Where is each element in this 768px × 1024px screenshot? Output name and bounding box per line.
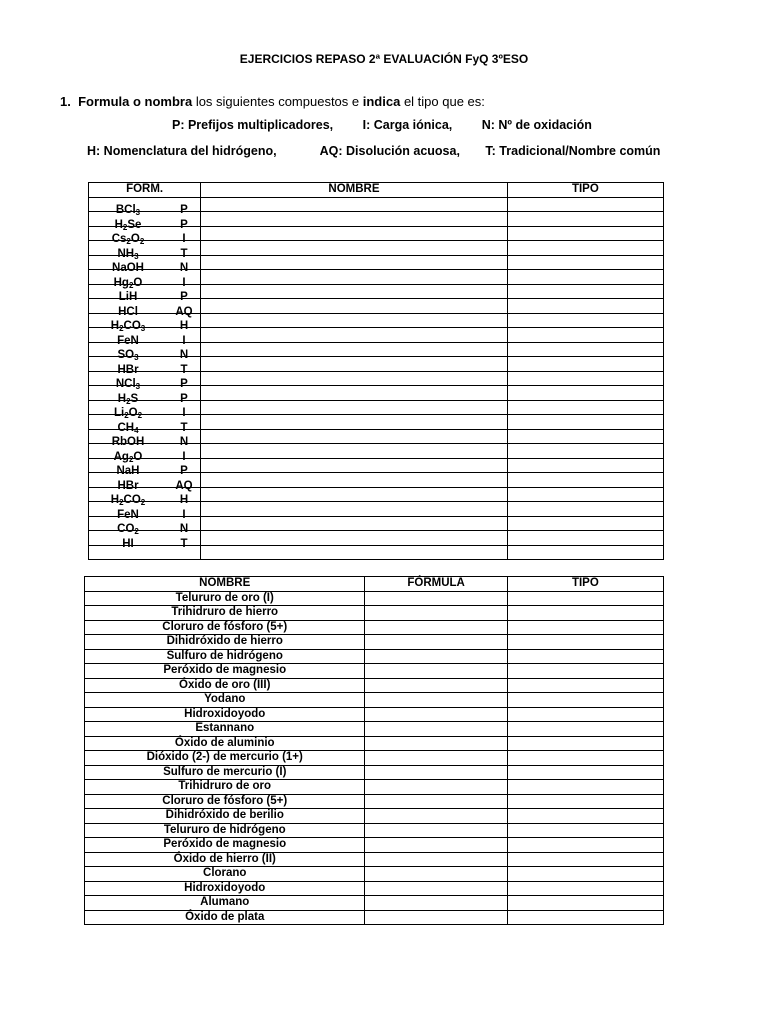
table-row [89, 226, 664, 241]
tipo-answer-cell[interactable] [507, 531, 663, 546]
formula-text: FeN [117, 334, 139, 347]
compound-name: Yodano [85, 693, 365, 708]
table-row [89, 328, 664, 343]
type-key: I [182, 334, 186, 347]
type-key: P [180, 465, 188, 478]
table-row [89, 516, 664, 531]
formula-answer-cell[interactable] [365, 881, 507, 896]
formula-answer-cell[interactable] [365, 635, 507, 650]
table-row [85, 838, 664, 853]
formula-cell [89, 328, 201, 347]
tipo-answer-cell[interactable] [507, 545, 663, 560]
type-key: AQ [175, 305, 193, 318]
formula-text: $Hg_2O$ [113, 276, 143, 290]
table-header-row [85, 577, 664, 592]
nombre-answer-cell[interactable] [201, 502, 508, 517]
formula-text: BCl$_3$ [115, 204, 141, 218]
table-row [85, 910, 664, 925]
table-row [85, 765, 664, 780]
tipo-answer-cell[interactable] [507, 649, 663, 664]
type-key: I [182, 407, 186, 420]
type-key: P [180, 218, 188, 231]
table-row [85, 809, 664, 824]
nombre-answer-cell[interactable] [201, 371, 508, 386]
legend-disolucion-acuosa: AQ: Disolución acuosa, [319, 144, 460, 158]
table-row [89, 400, 664, 415]
compound-name: Telururo de oro (I) [85, 591, 365, 606]
tipo-answer-cell[interactable] [507, 400, 663, 415]
tipo-answer-cell[interactable] [507, 197, 663, 212]
question-text-2: el tipo que es: [400, 94, 485, 109]
formula-answer-cell[interactable] [365, 809, 507, 824]
tipo-answer-cell[interactable] [507, 678, 663, 693]
type-key: T [180, 421, 188, 434]
formula-text: LiH [118, 291, 138, 304]
tipo-answer-cell[interactable] [507, 591, 663, 606]
formula-cell [89, 255, 201, 275]
nombre-answer-cell[interactable] [201, 458, 508, 473]
table-row [89, 241, 664, 256]
formula-text: $Ag_2O$ [113, 450, 143, 464]
formula-text: $H_2S$ [117, 392, 139, 406]
nombre-answer-cell[interactable] [201, 516, 508, 531]
nombre-answer-cell[interactable] [201, 299, 508, 314]
tipo-answer-cell[interactable] [507, 386, 663, 401]
formula-text: HBr [117, 479, 139, 492]
legend-line-2 [87, 144, 660, 158]
compound-name: Peróxido de magnesio [85, 664, 365, 679]
nombre-answer-cell[interactable] [201, 429, 508, 444]
compound-name: Peróxido de magnesio [85, 838, 365, 853]
formula-text: RbOH [111, 436, 145, 449]
table-row [89, 429, 664, 444]
table-row [89, 299, 664, 314]
formula-answer-cell[interactable] [365, 794, 507, 809]
formula-text: FeN [117, 508, 139, 521]
formula-cell [89, 197, 201, 218]
formula-text: $Cs_2O_2$ [111, 233, 145, 247]
tipo-answer-cell[interactable] [507, 881, 663, 896]
compound-name: Telururo de hidrógeno [85, 823, 365, 838]
tipo-answer-cell[interactable] [507, 270, 663, 285]
type-key: I [182, 450, 186, 463]
formula-text: HCl [118, 305, 138, 318]
compound-name: Óxido de oro (III) [85, 678, 365, 693]
compound-name: Óxido de aluminio [85, 736, 365, 751]
table-row [85, 722, 664, 737]
nombre-answer-cell[interactable] [201, 400, 508, 415]
tipo-answer-cell[interactable] [507, 794, 663, 809]
nombre-answer-cell[interactable] [201, 270, 508, 285]
formula-cell [89, 357, 201, 376]
formula-answer-cell[interactable] [365, 664, 507, 679]
formula-answer-cell[interactable] [365, 780, 507, 795]
tipo-answer-cell[interactable] [507, 371, 663, 386]
nombre-answer-cell[interactable] [201, 212, 508, 227]
legend-tradicional: T: Tradicional/Nombre común [485, 144, 661, 158]
nombre-answer-cell[interactable] [201, 313, 508, 328]
formula-answer-cell[interactable] [365, 693, 507, 708]
header-formula: FÓRMULA [365, 577, 507, 592]
formula-cell [89, 226, 201, 247]
table-row [85, 751, 664, 766]
tipo-answer-cell[interactable] [507, 241, 663, 256]
tipo-answer-cell[interactable] [507, 342, 663, 357]
tipo-answer-cell[interactable] [507, 722, 663, 737]
legend-line-1 [172, 118, 618, 132]
table-row [85, 794, 664, 809]
formula-answer-cell[interactable] [365, 620, 507, 635]
table-row [85, 620, 664, 635]
table-row [89, 342, 664, 357]
type-key: P [180, 204, 188, 217]
formula-answer-cell[interactable] [365, 736, 507, 751]
formula-answer-cell[interactable] [365, 838, 507, 853]
table-row [85, 881, 664, 896]
formula-cell [89, 371, 201, 392]
formula-cell [89, 516, 201, 537]
formula-cell [89, 415, 201, 435]
table-row [89, 197, 664, 212]
formula-text: NaH [116, 465, 140, 478]
formula-cell [89, 342, 201, 363]
table-row [89, 212, 664, 227]
formula-answer-cell[interactable] [365, 649, 507, 664]
table-row [89, 531, 664, 546]
tipo-answer-cell[interactable] [507, 502, 663, 517]
formula-answer-cell[interactable] [365, 910, 507, 925]
tipo-answer-cell[interactable] [507, 736, 663, 751]
formula-answer-cell[interactable] [365, 722, 507, 737]
compound-name: Trihidruro de oro [85, 780, 365, 795]
nombre-answer-cell[interactable] [201, 226, 508, 241]
nombre-answer-cell[interactable] [201, 473, 508, 488]
compound-name: Cloruro de fósforo (5+) [85, 620, 365, 635]
formula-text: HBr [117, 363, 139, 376]
tipo-answer-cell[interactable] [507, 852, 663, 867]
tipo-answer-cell[interactable] [507, 896, 663, 911]
table-row [85, 591, 664, 606]
nombre-answer-cell[interactable] [201, 342, 508, 357]
nombre-answer-cell[interactable] [201, 444, 508, 459]
formula-cell [89, 241, 201, 261]
tipo-answer-cell[interactable] [507, 838, 663, 853]
table-row [85, 678, 664, 693]
compound-name: Sulfuro de mercurio (I) [85, 765, 365, 780]
formula-cell [89, 386, 201, 406]
tipo-answer-cell[interactable] [507, 226, 663, 241]
nombre-answer-cell[interactable] [201, 545, 508, 560]
table-row [89, 444, 664, 459]
type-key: P [180, 392, 188, 405]
header-nombre: NOMBRE [201, 183, 508, 198]
table-row [85, 606, 664, 621]
table-header-row [89, 183, 664, 198]
formula-cell [89, 444, 201, 464]
table-row [85, 896, 664, 911]
table-row [89, 502, 664, 517]
compound-name: Estannano [85, 722, 365, 737]
tipo-answer-cell[interactable] [507, 620, 663, 635]
formula-cell [89, 212, 201, 232]
type-key: P [180, 378, 188, 391]
formula-text: $H_2Se$ [114, 218, 142, 232]
table-row [85, 852, 664, 867]
tipo-answer-cell[interactable] [507, 357, 663, 372]
type-key: I [182, 233, 186, 246]
table-row [89, 284, 664, 299]
question-1-statement [60, 94, 485, 109]
legend-numero-oxidacion: N: Nº de oxidación [481, 118, 592, 132]
formula-cell [89, 299, 201, 318]
tipo-answer-cell[interactable] [507, 284, 663, 299]
type-key: T [180, 363, 188, 376]
formula-text: $NH_3$ [117, 247, 139, 261]
formula-text: $CO_2$ [117, 523, 139, 537]
compound-name: Óxido de hierro (II) [85, 852, 365, 867]
compound-name: Clorano [85, 867, 365, 882]
page-title: EJERCICIOS REPASO 2ª EVALUACIÓN FyQ 3ºESO [239, 52, 529, 66]
formula-cell [89, 502, 201, 521]
nombre-answer-cell[interactable] [201, 284, 508, 299]
table-row [85, 867, 664, 882]
header-tipo: TIPO [507, 577, 663, 592]
nombre-answer-cell[interactable] [201, 197, 508, 212]
formula-cell [89, 313, 201, 334]
formula-cell [89, 429, 201, 449]
tipo-answer-cell[interactable] [507, 707, 663, 722]
tipo-answer-cell[interactable] [507, 429, 663, 444]
table-row [89, 487, 664, 502]
type-key: I [182, 508, 186, 521]
formula-cell [89, 400, 201, 421]
tipo-answer-cell[interactable] [507, 444, 663, 459]
formula-cell [89, 545, 201, 560]
nombre-answer-cell[interactable] [201, 386, 508, 401]
tipo-answer-cell[interactable] [507, 664, 663, 679]
formula-answer-cell[interactable] [365, 591, 507, 606]
formula-to-name-table [88, 182, 664, 560]
type-key: AQ [175, 479, 193, 492]
tipo-answer-cell[interactable] [507, 823, 663, 838]
type-key: N [179, 436, 189, 449]
table-row [89, 386, 664, 401]
compound-name: Óxido de plata [85, 910, 365, 925]
tipo-answer-cell[interactable] [507, 328, 663, 343]
nombre-answer-cell[interactable] [201, 328, 508, 343]
question-number: 1. [60, 94, 71, 109]
nombre-answer-cell[interactable] [201, 531, 508, 546]
tipo-answer-cell[interactable] [507, 765, 663, 780]
compound-name: Hidroxidoyodo [85, 881, 365, 896]
tipo-answer-cell[interactable] [507, 780, 663, 795]
table-row [85, 649, 664, 664]
compound-name: Cloruro de fósforo (5+) [85, 794, 365, 809]
type-key: N [179, 349, 189, 362]
compound-name: Dihidróxido de berilio [85, 809, 365, 824]
tipo-answer-cell[interactable] [507, 299, 663, 314]
tipo-answer-cell[interactable] [507, 635, 663, 650]
formula-text: $SO_3$ [117, 349, 139, 363]
nombre-answer-cell[interactable] [201, 487, 508, 502]
compound-name: Dihidróxido de hierro [85, 635, 365, 650]
header-nombre: NOMBRE [85, 577, 365, 592]
formula-answer-cell[interactable] [365, 707, 507, 722]
table-row [85, 707, 664, 722]
table-row [85, 664, 664, 679]
name-to-formula-table [84, 576, 664, 925]
nombre-answer-cell[interactable] [201, 415, 508, 430]
nombre-answer-cell[interactable] [201, 255, 508, 270]
type-key: I [182, 276, 186, 289]
tipo-answer-cell[interactable] [507, 867, 663, 882]
header-tipo: TIPO [507, 183, 663, 198]
legend-prefijos: P: Prefijos multiplicadores, [172, 118, 334, 132]
tipo-answer-cell[interactable] [507, 693, 663, 708]
table-row [89, 357, 664, 372]
formula-answer-cell[interactable] [365, 751, 507, 766]
table-row [85, 635, 664, 650]
formula-text: $H_2CO_2$ [110, 494, 146, 508]
type-key: N [179, 523, 189, 536]
formula-answer-cell[interactable] [365, 765, 507, 780]
type-key: N [179, 262, 189, 275]
formula-text: $H_2CO_3$ [110, 320, 146, 334]
table-row [89, 371, 664, 386]
type-key: T [180, 537, 188, 550]
type-key: P [180, 291, 188, 304]
tipo-answer-cell[interactable] [507, 606, 663, 621]
tipo-answer-cell[interactable] [507, 415, 663, 430]
formula-cell [89, 458, 201, 478]
table-row [89, 415, 664, 430]
formula-text: $Li_2O_2$ [113, 407, 143, 421]
formula-cell [89, 473, 201, 492]
tipo-answer-cell[interactable] [507, 516, 663, 531]
question-text-1: los siguientes compuestos e [192, 94, 363, 109]
formula-answer-cell[interactable] [365, 896, 507, 911]
formula-answer-cell[interactable] [365, 606, 507, 621]
tipo-answer-cell[interactable] [507, 255, 663, 270]
tipo-answer-cell[interactable] [507, 473, 663, 488]
tipo-answer-cell[interactable] [507, 751, 663, 766]
compound-name: Sulfuro de hidrógeno [85, 649, 365, 664]
tipo-answer-cell[interactable] [507, 809, 663, 824]
formula-answer-cell[interactable] [365, 867, 507, 882]
compound-name: Hidroxidoyodo [85, 707, 365, 722]
type-key: H [179, 320, 189, 333]
table-row [89, 458, 664, 473]
formula-answer-cell[interactable] [365, 852, 507, 867]
formula-text: $CH_4$ [117, 421, 139, 435]
type-key: H [179, 494, 189, 507]
table-row [85, 780, 664, 795]
tipo-answer-cell[interactable] [507, 910, 663, 925]
table-row [89, 473, 664, 488]
nombre-answer-cell[interactable] [201, 241, 508, 256]
legend-carga-ionica: I: Carga iónica, [362, 118, 453, 132]
formula-text: HI [122, 537, 134, 550]
table-row [85, 736, 664, 751]
table-row [89, 545, 664, 560]
formula-cell [89, 284, 201, 304]
legend-hidrogeno: H: Nomenclatura del hidrógeno, [87, 144, 277, 158]
formula-cell [89, 531, 201, 550]
table-row [85, 823, 664, 838]
type-key: T [180, 247, 188, 260]
header-form: FORM. [89, 183, 201, 198]
nombre-answer-cell[interactable] [201, 357, 508, 372]
formula-text: NCl$_3$ [115, 378, 141, 392]
formula-cell [89, 270, 201, 290]
tipo-answer-cell[interactable] [507, 313, 663, 328]
compound-name: Alumano [85, 896, 365, 911]
formula-text: NaOH [112, 262, 144, 275]
table-row [89, 313, 664, 328]
formula-answer-cell[interactable] [365, 678, 507, 693]
tipo-answer-cell[interactable] [507, 212, 663, 227]
tipo-answer-cell[interactable] [507, 458, 663, 473]
question-bold-1: Formula o nombra [78, 94, 193, 109]
formula-cell [89, 487, 201, 508]
tipo-answer-cell[interactable] [507, 487, 663, 502]
table-row [85, 693, 664, 708]
question-bold-2: indica [362, 94, 401, 109]
table-row [89, 255, 664, 270]
compound-name: Dióxido (2-) de mercurio (1+) [85, 751, 365, 766]
formula-answer-cell[interactable] [365, 823, 507, 838]
table-row [89, 270, 664, 285]
compound-name: Trihidruro de hierro [85, 606, 365, 621]
